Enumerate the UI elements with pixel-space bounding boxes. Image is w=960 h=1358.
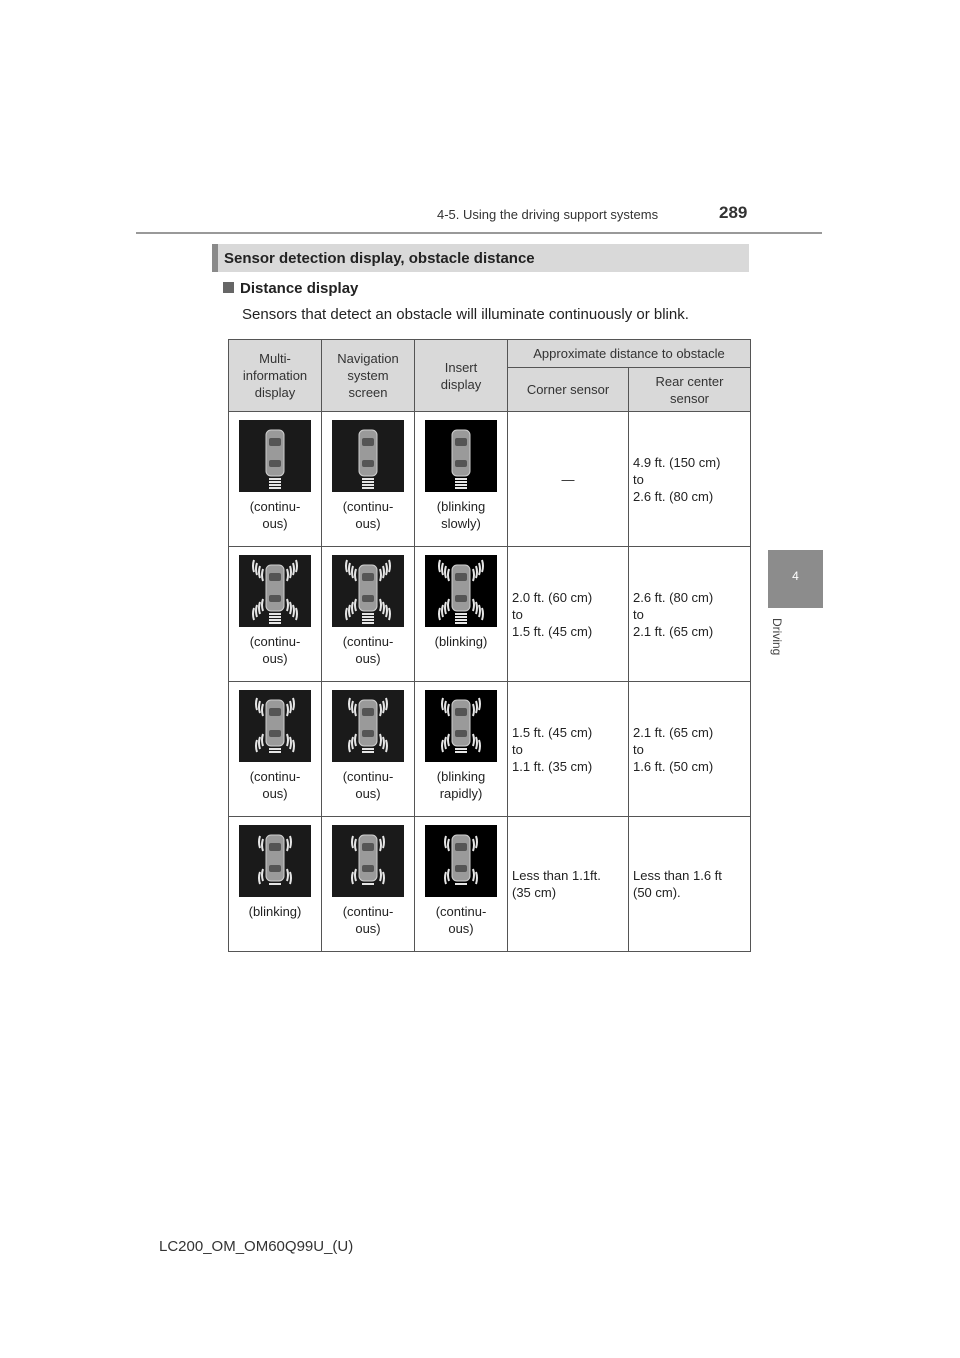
vehicle-sensor-icon [425, 555, 497, 627]
cell-mid [229, 412, 322, 547]
cell-nav [322, 547, 415, 682]
cell-insert [415, 817, 508, 952]
table-row [229, 547, 751, 682]
display-state-caption: (continu- ous) [249, 769, 301, 801]
page-number: 289 [719, 203, 748, 222]
header-nav: Navigation system screen [322, 340, 415, 412]
display-state-caption: (blinking) [434, 634, 488, 649]
table-row [229, 412, 751, 547]
cell-insert [415, 412, 508, 547]
display-state-caption: (continu- ous) [342, 634, 394, 666]
cell-rear-distance: 2.6 ft. (80 cm) to 2.1 ft. (65 cm) [629, 547, 751, 682]
vehicle-sensor-icon [239, 690, 311, 762]
cell-nav [322, 817, 415, 952]
vehicle-sensor-icon [425, 690, 497, 762]
cell-mid [229, 547, 322, 682]
cell-mid [229, 682, 322, 817]
header-rear: Rear center sensor [629, 368, 751, 412]
display-state-caption: (continu- ous) [342, 769, 394, 801]
cell-rear-distance: 2.1 ft. (65 cm) to 1.6 ft. (50 cm) [629, 682, 751, 817]
cell-insert [415, 682, 508, 817]
header-approx: Approximate distance to obstacle [508, 340, 751, 368]
cell-corner-distance: 1.5 ft. (45 cm) to 1.1 ft. (35 cm) [508, 682, 629, 817]
display-state-caption: (blinking slowly) [436, 499, 486, 531]
vehicle-sensor-icon [239, 825, 311, 897]
table-row [229, 682, 751, 817]
cell-nav [322, 412, 415, 547]
square-bullet-icon [223, 282, 234, 293]
cell-rear-distance: 4.9 ft. (150 cm) to 2.6 ft. (80 cm) [629, 412, 751, 547]
header-corner: Corner sensor [508, 368, 629, 412]
chapter-label: Driving [770, 618, 784, 656]
cell-insert [415, 547, 508, 682]
display-state-caption: (blinking) [248, 904, 302, 919]
section-header: 4-5. Using the driving support systems [437, 207, 659, 222]
display-state-caption: (continu- ous) [435, 904, 487, 936]
display-state-caption: (continu- ous) [249, 499, 301, 531]
cell-corner-distance: 2.0 ft. (60 cm) to 1.5 ft. (45 cm) [508, 547, 629, 682]
table-row [229, 817, 751, 952]
display-state-caption: (continu- ous) [342, 904, 394, 936]
section-title: Sensor detection display, obstacle distance [224, 250, 535, 267]
header-mid: Multi- information display [229, 340, 322, 412]
header-insert: Insert display [415, 340, 508, 412]
intro-text: Sensors that detect an obstacle will illuminate continuously or blink. [242, 306, 689, 323]
vehicle-sensor-icon [239, 420, 311, 492]
vehicle-sensor-icon [332, 690, 404, 762]
document-code: LC200_OM_OM60Q99U_(U) [159, 1238, 354, 1255]
distance-table [228, 339, 751, 952]
vehicle-sensor-icon [425, 825, 497, 897]
cell-corner-distance: — [508, 412, 629, 547]
vehicle-sensor-icon [239, 555, 311, 627]
vehicle-sensor-icon [332, 825, 404, 897]
display-state-caption: (continu- ous) [249, 634, 301, 666]
cell-corner-distance: Less than 1.1ft. (35 cm) [508, 817, 629, 952]
cell-mid [229, 817, 322, 952]
display-state-caption: (blinking rapidly) [436, 769, 486, 801]
sub-heading-text: Distance display [240, 280, 359, 297]
chapter-number: 4 [792, 569, 799, 583]
vehicle-sensor-icon [332, 420, 404, 492]
vehicle-sensor-icon [425, 420, 497, 492]
display-state-caption: (continu- ous) [342, 499, 394, 531]
header-rule [136, 232, 822, 234]
cell-rear-distance: Less than 1.6 ft (50 cm). [629, 817, 751, 952]
vehicle-sensor-icon [332, 555, 404, 627]
cell-nav [322, 682, 415, 817]
sub-heading [223, 280, 358, 297]
